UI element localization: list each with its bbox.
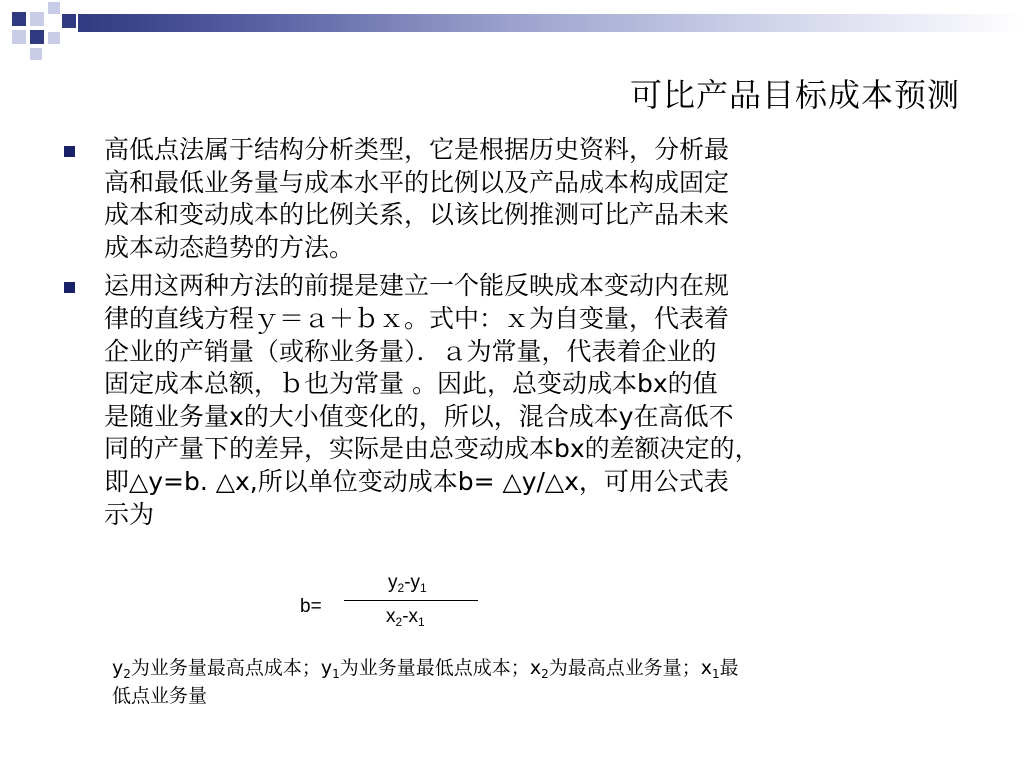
- formula-numerator: $y_2-y_1$: [388, 572, 427, 595]
- bullet-line: 高和最低业务量与成本水平的比例以及产品成本构成固定: [104, 167, 730, 197]
- decor-square: [62, 14, 76, 28]
- formula-lhs: b=: [300, 596, 322, 617]
- decor-square: [48, 2, 60, 14]
- formula-denominator: $x_2-x_1$: [386, 606, 425, 629]
- decor-square: [30, 12, 44, 26]
- bullet-line: 同的产量下的差异，实际是由总变动成本bx的差额决定的，: [104, 434, 760, 464]
- variable-note: [112, 654, 972, 710]
- bullet-line: 律的直线方程ｙ＝ａ＋ｂｘ。式中：ｘ为自变量，代表着: [104, 303, 730, 333]
- bullet-line: 运用这两种方法的前提是建立一个能反映成本变动内在规: [104, 271, 730, 301]
- bullet-item: [62, 270, 982, 531]
- bullet-line: 固定成本总额，ｂ也为常量 。因此，总变动成本bx的值: [104, 369, 718, 399]
- bullet-line: 是随业务量x的大小值变化的，所以，混合成本y在高低不: [104, 401, 734, 431]
- slide-title: 可比产品目标成本预测: [629, 76, 960, 114]
- bullet-line: 即△y=b. △x,所以单位变动成本b= △y/△x，可用公式表: [104, 466, 729, 496]
- note-line: 低点业务量: [112, 685, 208, 707]
- fraction-bar: [344, 600, 478, 601]
- decor-square: [12, 30, 26, 44]
- decor-square: [30, 48, 42, 60]
- bullet-line: 高低点法属于结构分析类型，它是根据历史资料，分析最: [104, 135, 730, 164]
- formula: [300, 574, 500, 630]
- bullet-line: 成本动态趋势的方法。: [104, 232, 355, 262]
- decor-square: [48, 32, 60, 44]
- corner-decoration: [0, 0, 80, 64]
- decor-square: [12, 12, 26, 26]
- bullet-square-icon: [64, 282, 75, 293]
- bullet-line: 企业的产销量（或称业务量）．ａ为常量，代表着企业的: [104, 336, 717, 366]
- bullet-line: 示为: [104, 499, 155, 529]
- bullet-item: [62, 134, 982, 264]
- bullet-line: 成本和变动成本的比例关系，以该比例推测可比产品未来: [104, 200, 730, 230]
- bullet-square-icon: [64, 146, 75, 157]
- note-line: $y_2$为业务量最高点成本；$y_1$为业务量最低点成本；$x_2$为最高点业务量；$x_1$最: [112, 657, 739, 681]
- header-gradient-bar: [78, 14, 1024, 32]
- decor-square: [30, 30, 44, 44]
- bullet-list: [62, 134, 982, 537]
